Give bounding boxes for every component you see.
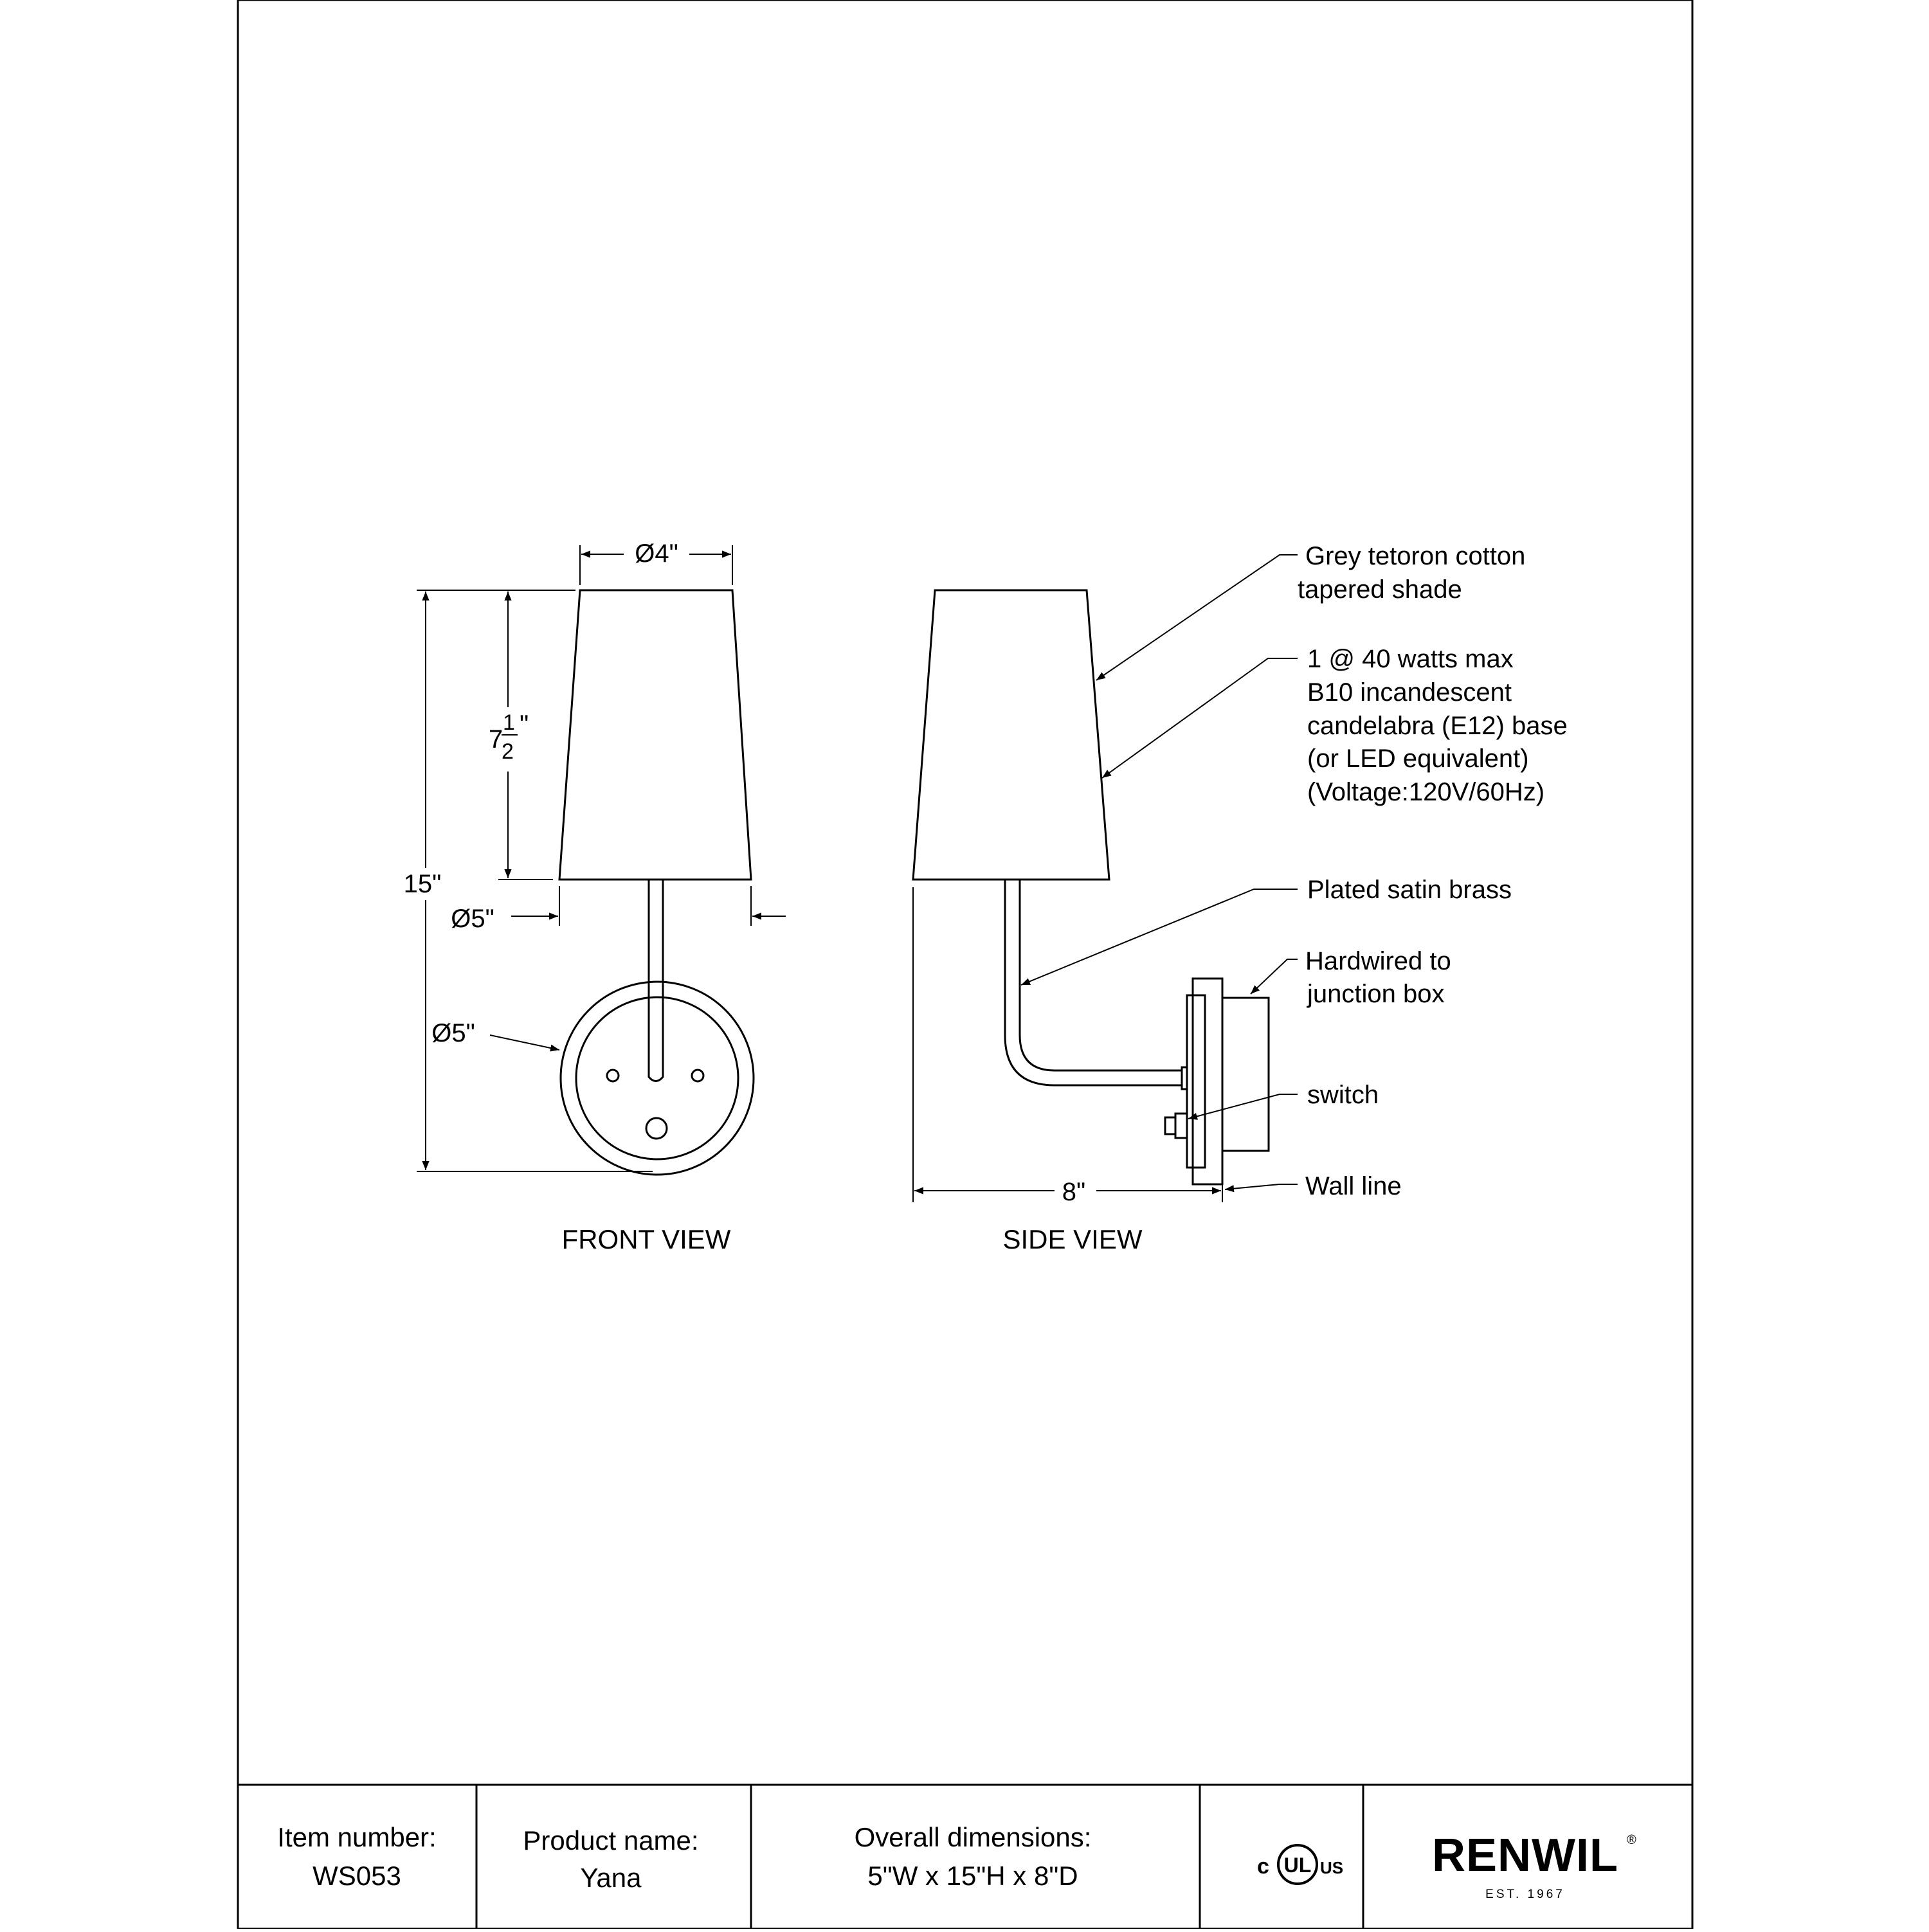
dim-backplate-dia: Ø5" bbox=[431, 1019, 475, 1047]
callout-lamp-3: candelabra (E12) base bbox=[1307, 712, 1568, 740]
svg-text:RENWIL: RENWIL bbox=[1432, 1830, 1618, 1881]
front-view-label: FRONT VIEW bbox=[561, 1224, 731, 1254]
callouts bbox=[1021, 542, 1568, 1200]
side-view bbox=[913, 590, 1269, 1254]
front-shade bbox=[559, 590, 751, 880]
item-number-value: WS053 bbox=[312, 1861, 401, 1891]
svg-text:EST. 1967: EST. 1967 bbox=[1485, 1888, 1565, 1901]
svg-text:®: ® bbox=[1627, 1833, 1636, 1847]
dim-shade-height-num: 1 bbox=[503, 710, 515, 735]
item-number-label: Item number: bbox=[277, 1822, 437, 1852]
callout-lamp-5: (Voltage:120V/60Hz) bbox=[1307, 778, 1545, 806]
side-backplate bbox=[1187, 995, 1205, 1168]
callout-shade-2: tapered shade bbox=[1298, 575, 1462, 604]
dim-depth: 8" bbox=[1062, 1178, 1086, 1206]
overall-dimensions-value: 5"W x 15"H x 8"D bbox=[867, 1861, 1078, 1891]
callout-mount-1: Hardwired to bbox=[1305, 947, 1451, 975]
front-stem bbox=[649, 880, 663, 1081]
ul-listed-icon bbox=[1257, 1845, 1343, 1884]
sheet-border bbox=[238, 0, 1692, 1929]
side-switch bbox=[1165, 1117, 1175, 1134]
svg-text:US: US bbox=[1320, 1858, 1344, 1877]
side-shade bbox=[913, 590, 1109, 880]
dim-shade-height-whole: 7 bbox=[489, 725, 503, 754]
renwil-logo bbox=[1432, 1830, 1636, 1901]
dim-shade-top-dia: Ø4" bbox=[635, 539, 678, 568]
dim-shade-height-den: 2 bbox=[502, 739, 514, 764]
product-name-value: Yana bbox=[580, 1863, 642, 1893]
front-view bbox=[404, 539, 786, 1254]
front-screw-right bbox=[692, 1070, 703, 1081]
overall-dimensions-label: Overall dimensions: bbox=[854, 1822, 1092, 1852]
side-view-label: SIDE VIEW bbox=[1002, 1224, 1143, 1254]
svg-text:c: c bbox=[1257, 1854, 1269, 1879]
title-block bbox=[238, 1785, 1692, 1929]
dim-shade-height-unit: " bbox=[520, 710, 529, 739]
front-switch-knob bbox=[646, 1118, 667, 1139]
svg-text:UL: UL bbox=[1283, 1854, 1312, 1877]
callout-lamp-1: 1 @ 40 watts max bbox=[1307, 645, 1514, 673]
front-screw-left bbox=[607, 1070, 619, 1081]
callout-finish: Plated satin brass bbox=[1307, 876, 1512, 904]
front-backplate-inner bbox=[576, 997, 738, 1159]
callout-switch: switch bbox=[1307, 1081, 1379, 1109]
product-name-label: Product name: bbox=[523, 1825, 699, 1855]
side-arm bbox=[1005, 880, 1182, 1085]
dim-shade-bottom-dia: Ø5" bbox=[451, 905, 494, 933]
dim-overall-height: 15" bbox=[403, 870, 442, 898]
side-junction-box bbox=[1222, 998, 1269, 1151]
callout-mount-2: junction box bbox=[1307, 980, 1445, 1008]
dim-backplate-leader bbox=[490, 1035, 559, 1050]
front-backplate-outer bbox=[561, 982, 754, 1175]
callout-lamp-4: (or LED equivalent) bbox=[1307, 745, 1529, 773]
callout-shade-1: Grey tetoron cotton bbox=[1305, 542, 1526, 570]
callout-wall-line: Wall line bbox=[1305, 1172, 1402, 1200]
callout-lamp-2: B10 incandescent bbox=[1307, 678, 1512, 707]
